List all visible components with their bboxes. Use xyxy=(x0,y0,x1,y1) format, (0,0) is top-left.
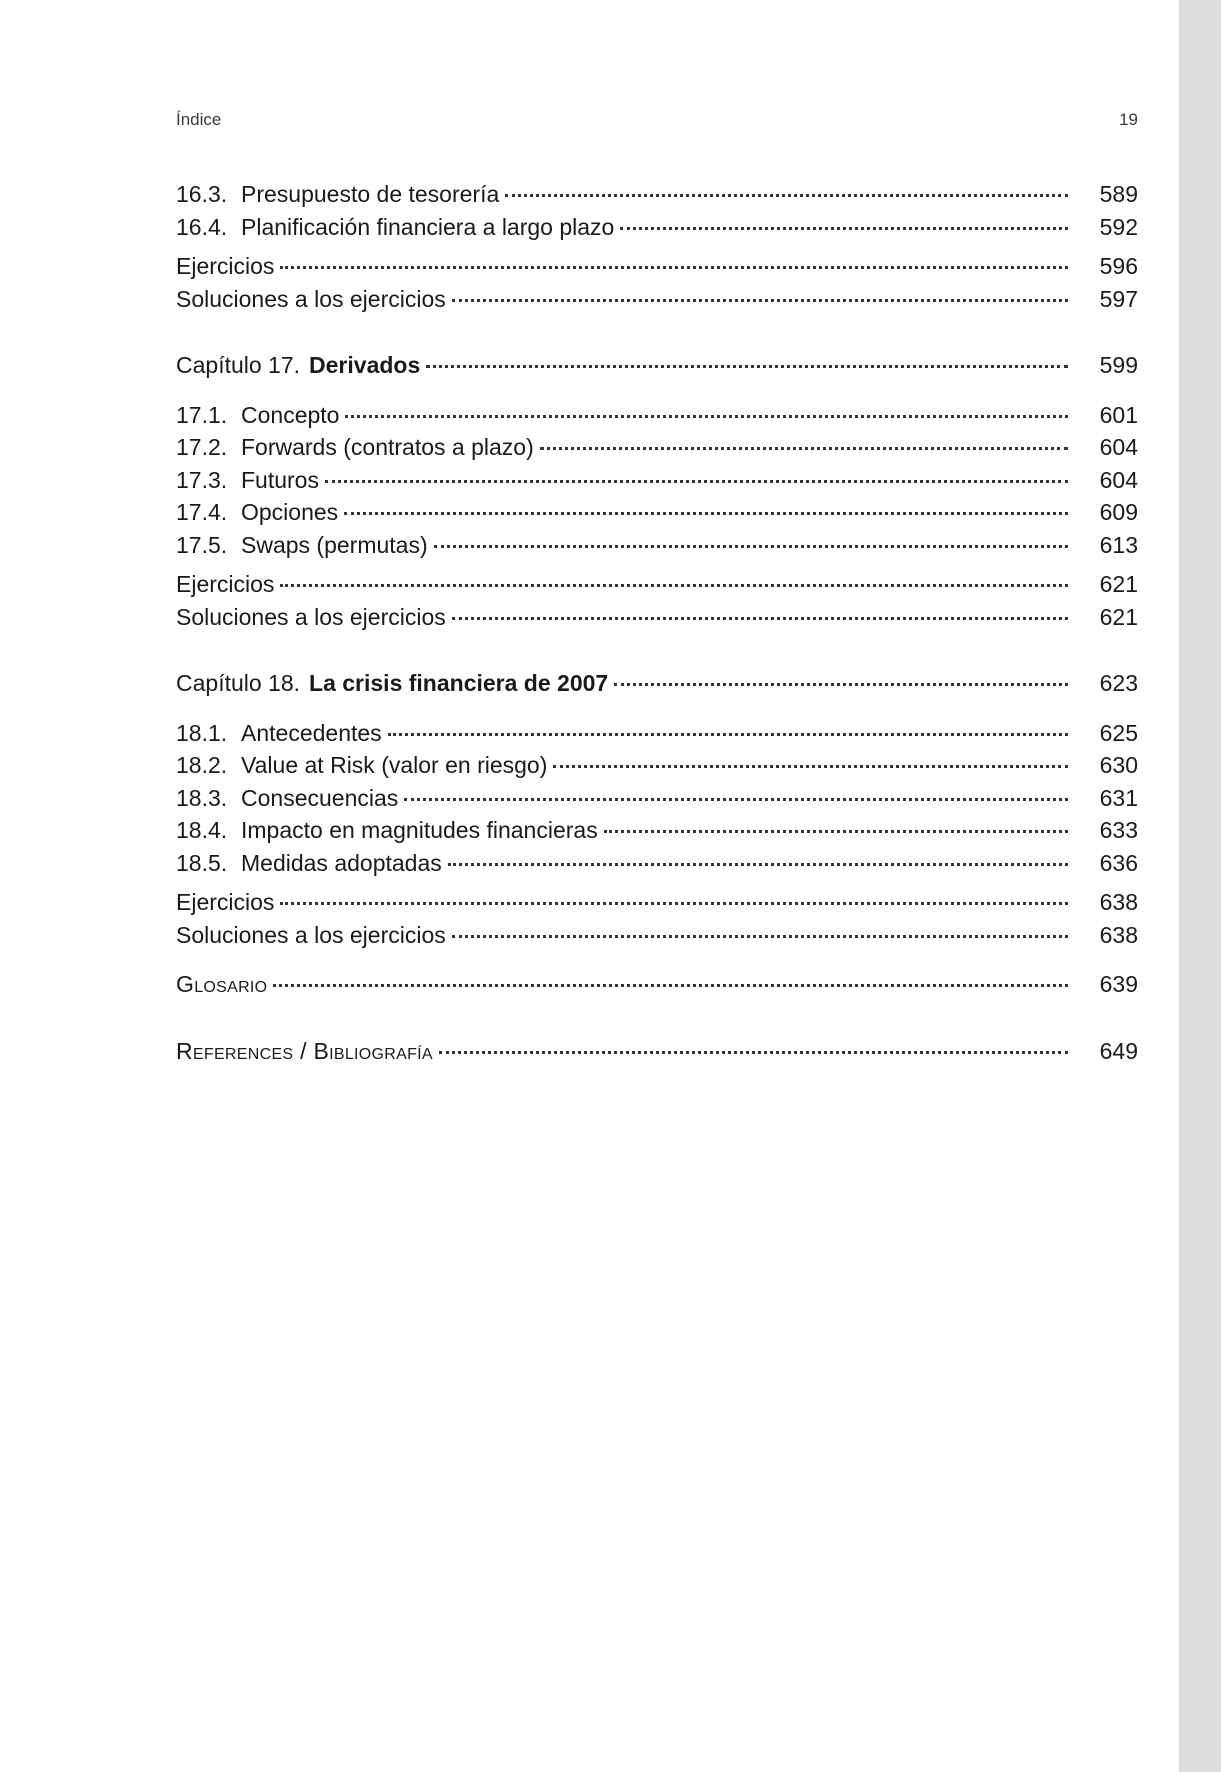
dot-leader xyxy=(620,227,1068,230)
toc-section-title: Futuros xyxy=(241,466,319,493)
toc-page-number: 592 xyxy=(1099,213,1138,240)
dot-leader xyxy=(614,683,1068,686)
dot-leader xyxy=(604,830,1068,833)
toc-entry-18-2[interactable] xyxy=(176,749,1138,782)
running-header-page-number: 19 xyxy=(1119,110,1138,129)
toc-section-number: 17.2. xyxy=(176,434,228,460)
toc-page-number: 625 xyxy=(1099,719,1138,746)
dot-leader xyxy=(344,512,1068,515)
toc-page-number: 623 xyxy=(1099,670,1138,696)
toc-entry-17-2[interactable] xyxy=(176,431,1138,464)
dot-leader xyxy=(280,902,1068,905)
running-header-section: Índice xyxy=(176,110,222,129)
toc-section-title: Consecuencias xyxy=(241,784,399,811)
toc-page-number: 649 xyxy=(1099,1037,1138,1064)
toc-page-number: 609 xyxy=(1099,499,1138,525)
toc-section-number: 18.2. xyxy=(176,752,228,778)
toc-entry-ejercicios-18[interactable] xyxy=(176,886,1138,919)
toc-entry-soluciones-17[interactable] xyxy=(176,601,1138,634)
toc-entry-17-1[interactable] xyxy=(176,399,1138,432)
toc-page-number: 630 xyxy=(1099,752,1138,778)
toc-page-number: 596 xyxy=(1099,253,1138,279)
toc-chapter-title: Derivados xyxy=(309,352,421,378)
table-of-contents xyxy=(176,178,1138,1067)
toc-entry-18-4[interactable] xyxy=(176,814,1138,847)
side-margin-strip xyxy=(1179,0,1221,1772)
toc-page-number: 638 xyxy=(1099,921,1138,948)
toc-section-number: 17.3. xyxy=(176,466,228,493)
dot-leader xyxy=(540,447,1068,450)
toc-page-number: 636 xyxy=(1099,849,1138,876)
toc-entry-17-3[interactable] xyxy=(176,464,1138,497)
toc-page-number: 631 xyxy=(1099,784,1138,811)
toc-section-title: Antecedentes xyxy=(241,719,382,746)
toc-section-number: 18.1. xyxy=(176,719,228,746)
toc-section-number: 18.5. xyxy=(176,849,228,876)
toc-entry-title: Soluciones a los ejercicios xyxy=(176,921,446,948)
dot-leader xyxy=(426,365,1068,368)
toc-entry-ejercicios-16[interactable] xyxy=(176,250,1138,283)
toc-entry-soluciones-18[interactable] xyxy=(176,919,1138,952)
toc-entry-title: Ejercicios xyxy=(176,571,275,597)
dot-leader xyxy=(345,415,1068,418)
toc-page-number: 613 xyxy=(1099,531,1138,558)
toc-chapter-17[interactable] xyxy=(176,349,1138,382)
dot-leader xyxy=(280,584,1068,587)
toc-entry-18-3[interactable] xyxy=(176,782,1138,815)
dot-leader xyxy=(439,1051,1068,1054)
toc-page-number: 601 xyxy=(1099,401,1138,428)
toc-entry-18-1[interactable] xyxy=(176,717,1138,750)
toc-section-title: Presupuesto de tesorería xyxy=(241,181,500,207)
toc-page-number: 621 xyxy=(1099,603,1138,630)
toc-section-number: 18.4. xyxy=(176,817,228,843)
toc-chapter-label: Capítulo 17. xyxy=(176,352,301,378)
toc-entry-references[interactable] xyxy=(176,1035,1138,1068)
dot-leader xyxy=(448,863,1068,866)
toc-entry-17-4[interactable] xyxy=(176,496,1138,529)
dot-leader xyxy=(280,266,1068,269)
toc-section-title: Value at Risk (valor en riesgo) xyxy=(241,752,548,778)
toc-entry-title: Ejercicios xyxy=(176,889,275,915)
toc-section-title: Opciones xyxy=(241,499,339,525)
toc-entry-glossary[interactable] xyxy=(176,968,1138,1001)
toc-entry-ejercicios-17[interactable] xyxy=(176,568,1138,601)
toc-section-number: 16.4. xyxy=(176,213,228,240)
toc-section-title: Impacto en magnitudes financieras xyxy=(241,817,598,843)
toc-chapter-label: Capítulo 18. xyxy=(176,670,301,696)
toc-section-title: Medidas adoptadas xyxy=(241,849,442,876)
toc-entry-soluciones-16[interactable] xyxy=(176,283,1138,316)
toc-entry-title: References / Bibliografía xyxy=(176,1037,433,1064)
toc-section-title: Planificación financiera a largo plazo xyxy=(241,213,615,240)
toc-page-number: 589 xyxy=(1099,181,1138,207)
toc-entry-title: Soluciones a los ejercicios xyxy=(176,603,446,630)
dot-leader xyxy=(452,299,1068,302)
toc-section-title: Concepto xyxy=(241,401,340,428)
toc-page-number: 604 xyxy=(1099,466,1138,493)
dot-leader xyxy=(434,545,1068,548)
running-header xyxy=(176,110,1138,130)
toc-page-number: 621 xyxy=(1099,571,1138,597)
toc-section-title: Swaps (permutas) xyxy=(241,531,428,558)
toc-page-number: 633 xyxy=(1099,817,1138,843)
dot-leader xyxy=(273,984,1068,987)
toc-section-title: Forwards (contratos a plazo) xyxy=(241,434,534,460)
dot-leader xyxy=(404,798,1068,801)
toc-section-number: 17.4. xyxy=(176,499,228,525)
toc-section-number: 17.1. xyxy=(176,401,228,428)
toc-entry-16-3[interactable] xyxy=(176,178,1138,211)
dot-leader xyxy=(505,194,1068,197)
dot-leader xyxy=(388,733,1068,736)
toc-section-number: 18.3. xyxy=(176,784,228,811)
toc-entry-18-5[interactable] xyxy=(176,847,1138,880)
toc-entry-title: Soluciones a los ejercicios xyxy=(176,285,446,312)
toc-page-number: 599 xyxy=(1099,352,1138,378)
toc-page-number: 597 xyxy=(1099,285,1138,312)
toc-chapter-18[interactable] xyxy=(176,667,1138,700)
toc-page-number: 639 xyxy=(1099,971,1138,997)
toc-chapter-title: La crisis financiera de 2007 xyxy=(309,670,609,696)
toc-page-number: 604 xyxy=(1099,434,1138,460)
toc-entry-title: Glosario xyxy=(176,971,268,997)
dot-leader xyxy=(325,480,1068,483)
toc-entry-title: Ejercicios xyxy=(176,253,275,279)
toc-entry-16-4[interactable] xyxy=(176,211,1138,244)
toc-page-number: 638 xyxy=(1099,889,1138,915)
dot-leader xyxy=(452,617,1068,620)
dot-leader xyxy=(553,765,1068,768)
toc-section-number: 16.3. xyxy=(176,181,228,207)
dot-leader xyxy=(452,935,1068,938)
toc-entry-17-5[interactable] xyxy=(176,529,1138,562)
toc-section-number: 17.5. xyxy=(176,531,228,558)
